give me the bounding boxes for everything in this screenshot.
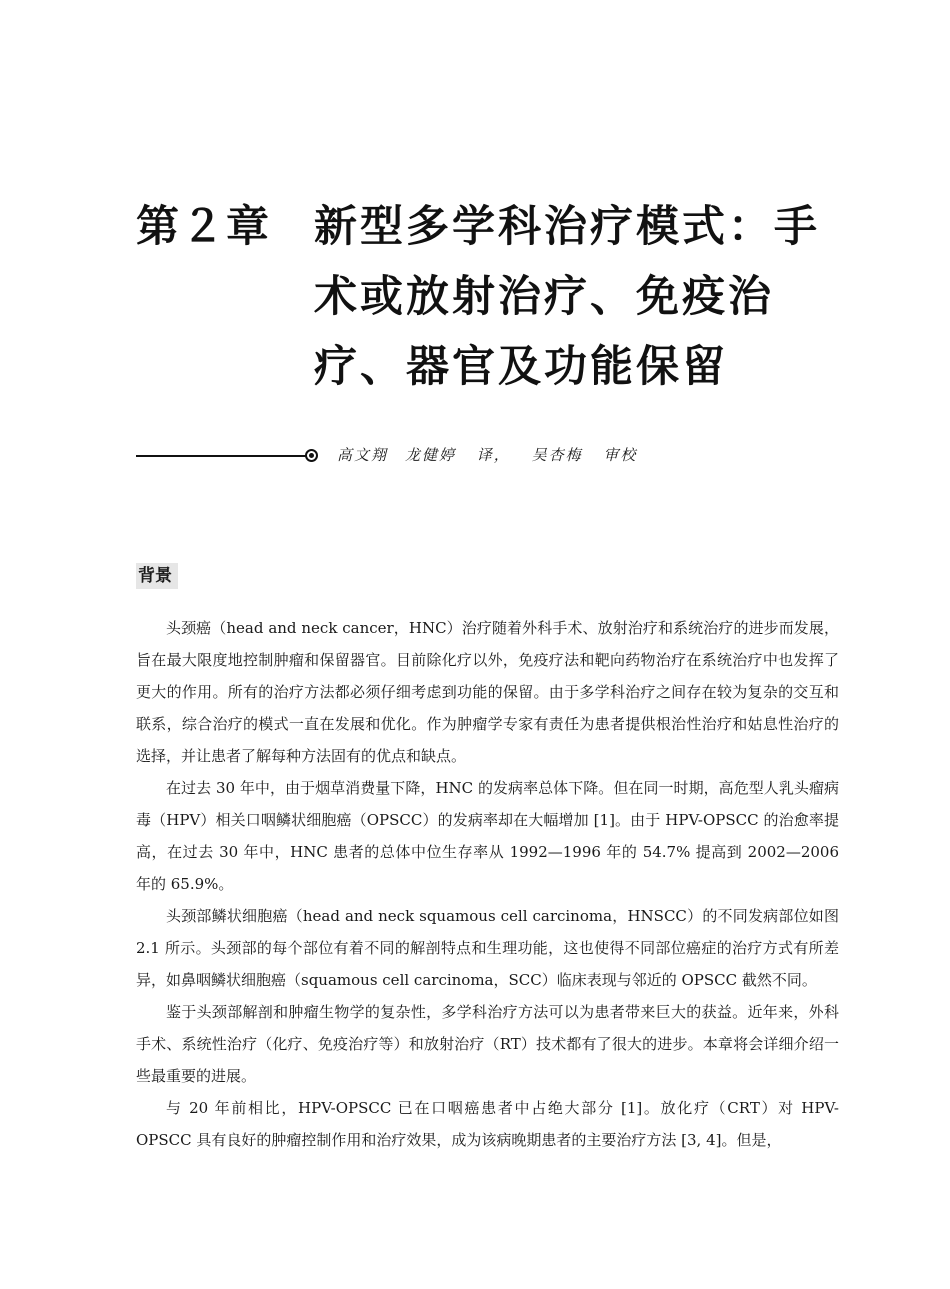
section-heading: 背景	[136, 563, 178, 589]
chapter-number: 第２章	[136, 202, 271, 252]
review-tag: 审校	[603, 446, 638, 464]
paragraph-3: 头颈部鳞状细胞癌（head and neck squamous cell carcinoma，HNSCC）的不同发病部位如图 2.1 所示。头颈部的每个部位有着不同的解剖特点和生理功能，这也使得不同部位癌症的治疗方式有所差异，如鼻咽鳞状细胞癌（squamous cell carcinoma，SCC）临床表现与邻近的 OPSCC 截然不同。	[136, 907, 839, 989]
translators: 高文翔 龙健婷	[337, 446, 457, 464]
credits-line	[337, 443, 651, 467]
paragraph-4: 鉴于头颈部解剖和肿瘤生物学的复杂性，多学科治疗方法可以为患者带来巨大的获益。近年来，外科手术、系统性治疗（化疗、免疫治疗等）和放射治疗（RT）技术都有了很大的进步。本章将会详细介绍一些最重要的进展。	[136, 1003, 839, 1085]
chapter-title: 新型多学科治疗模式：手术或放射治疗、免疫治疗、器官及功能保留	[314, 202, 820, 392]
paragraph-5: 与 20 年前相比，HPV-OPSCC 已在口咽癌患者中占绝大部分 [1]。放化疗（CRT）对 HPV-OPSCC 具有良好的肿瘤控制作用和治疗效果，成为该病晚期患者的主要治疗方法 [3, 4]。但是，	[136, 1099, 839, 1149]
decorative-rule	[136, 455, 306, 457]
paragraph-1: 头颈癌（head and neck cancer，HNC）治疗随着外科手术、放射治疗和系统治疗的进步而发展，旨在最大限度地控制肿瘤和保留器官。目前除化疗以外，免疫疗法和靶向药物治疗在系统治疗中也发挥了更大的作用。所有的治疗方法都必须仔细考虑到功能的保留。由于多学科治疗之间存在较为复杂的交互和联系，综合治疗的模式一直在发展和优化。作为肿瘤学专家有责任为患者提供根治性治疗和姑息性治疗的选择，并让患者了解每种方法固有的优点和缺点。	[136, 619, 839, 765]
reviewer: 吴杏梅	[531, 446, 583, 464]
body-text	[136, 612, 839, 1156]
translate-tag: 译，	[476, 446, 511, 464]
paragraph-2: 在过去 30 年中，由于烟草消费量下降，HNC 的发病率总体下降。但在同一时期，高危型人乳头瘤病毒（HPV）相关口咽鳞状细胞癌（OPSCC）的发病率却在大幅增加 [1]。由于 HPV-OPSCC 的治愈率提高，在过去 30 年中，HNC 患者的总体中位生存率从 1992—1996 年的 54.7% 提高到 2002—2006 年的 65.9%。	[136, 779, 839, 893]
bullet-circle-icon	[305, 449, 318, 462]
